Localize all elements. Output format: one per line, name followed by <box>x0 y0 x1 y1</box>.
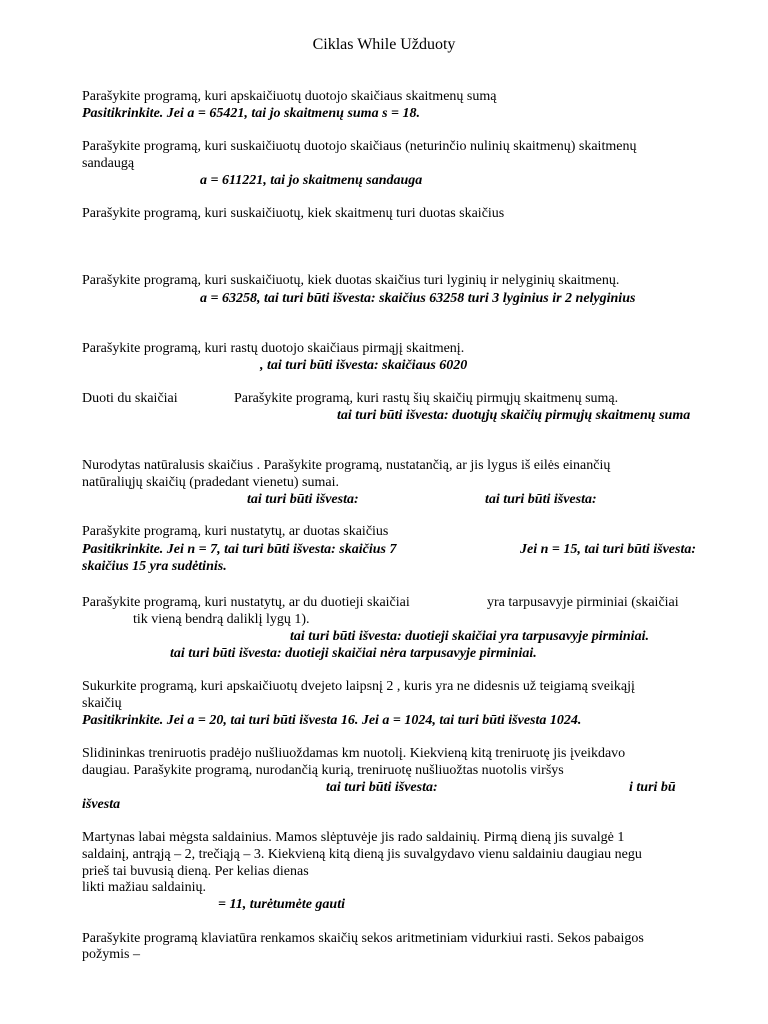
task-4-text: Parašykite programą, kuri suskaičiuotų, kiek duotas skaičius turi lyginių ir nelyginių skaitmenų. <box>82 273 620 288</box>
task-12-example: = 11, turėtumėte gauti <box>218 897 345 912</box>
task-10-text: Sukurkite programą, kuri apskaičiuotų dvejeto laipsnį 2 , kuris yra ne didesnis už teigiamą sveikąjį <box>82 679 635 694</box>
task-7-example-b: tai turi būti išvesta: <box>485 492 597 507</box>
page-title: Ciklas While Užduoty <box>312 36 456 53</box>
task-11-example-b: i turi bū <box>629 780 676 795</box>
task-9-text-b: yra tarpusavyje pirminiai (skaičiai <box>487 595 679 610</box>
task-9-example-a: tai turi būti išvesta: duotieji skaičiai yra tarpusavyje pirminiai. <box>290 629 649 644</box>
task-13-text-cont: požymis – <box>82 947 140 962</box>
task-8-text: Parašykite programą, kuri nustatytų, ar duotas skaičius <box>82 524 389 539</box>
task-8-example-c: skaičius 15 yra sudėtinis. <box>82 559 227 574</box>
task-8-example-b: Jei n = 15, tai turi būti išvesta: <box>520 542 696 557</box>
task-8-example-a: Pasitikrinkite. Jei n = 7, tai turi būti išvesta: skaičius 7 <box>82 542 397 557</box>
task-1-text: Parašykite programą, kuri apskaičiuotų duotojo skaičiaus skaitmenų sumą <box>82 89 497 104</box>
task-13-text: Parašykite programą klaviatūra renkamos skaičių sekos aritmetiniam vidurkiui rasti. Sekos pabaigos <box>82 931 644 946</box>
task-2-text-cont: sandaugą <box>82 156 135 171</box>
task-5-text: Parašykite programą, kuri rastų duotojo skaičiaus pirmąjį skaitmenį. <box>82 341 465 356</box>
task-11-text-cont: daugiau. Parašykite programą, nurodančią kurią, treniruotę nušliuožtas nuotolis viršys <box>82 763 564 778</box>
task-11-example-c: išvesta <box>82 797 121 812</box>
task-9-example-b: tai turi būti išvesta: duotieji skaičiai nėra tarpusavyje pirminiai. <box>170 646 537 661</box>
task-12-text-cont: saldainį, antrąją – 2, trečiąją – 3. Kiekvieną kitą dieną jis suvalgydavo vienu saldainiu daugiau negu <box>82 847 642 862</box>
task-6-example: tai turi būti išvesta: duotųjų skaičių pirmųjų skaitmenų suma <box>337 408 691 423</box>
task-7-example-a: tai turi būti išvesta: <box>247 492 359 507</box>
task-1-example: Pasitikrinkite. Jei a = 65421, tai jo skaitmenų suma s = 18. <box>82 106 420 121</box>
task-4-example: a = 63258, tai turi būti išvesta: skaičius 63258 turi 3 lyginius ir 2 nelyginius <box>200 291 636 306</box>
task-10-example: Pasitikrinkite. Jei a = 20, tai turi būti išvesta 16. Jei a = 1024, tai turi būti išvesta 1024. <box>82 713 582 728</box>
task-2-example: a = 611221, tai jo skaitmenų sandauga <box>200 173 423 188</box>
task-7-text: Nurodytas natūralusis skaičius . Parašykite programą, nustatančią, ar jis lygus iš eilės einančių <box>82 458 611 473</box>
task-5-example: , tai turi būti išvesta: skaičiaus 6020 <box>260 358 468 373</box>
task-11-text: Slidininkas treniruotis pradėjo nušliuoždamas km nuotolį. Kiekvieną kitą treniruotę jis įveikdavo <box>82 746 626 761</box>
task-10-text-cont: skaičių <box>82 696 122 711</box>
task-3-text: Parašykite programą, kuri suskaičiuotų, kiek skaitmenų turi duotas skaičius <box>82 206 505 221</box>
task-6-intro: Duoti du skaičiai <box>82 391 178 406</box>
task-12-text: Martynas labai mėgsta saldainius. Mamos slėptuvėje jis rado saldainių. Pirmą dieną jis suvalgė 1 <box>82 830 625 845</box>
task-6-text: Parašykite programą, kuri rastų šių skaičių pirmųjų skaitmenų sumą. <box>234 391 619 406</box>
task-9-text-cont: tik vieną bendrą daliklį lygų 1). <box>133 612 310 627</box>
task-7-text-cont: natūraliųjų skaičių (pradedant vienetu) sumai. <box>82 475 339 490</box>
task-12-text-cont3: likti mažiau saldainių. <box>82 880 207 895</box>
task-12-text-cont2: prieš tai buvusią dieną. Per kelias dienas <box>82 864 309 879</box>
task-2-text: Parašykite programą, kuri suskaičiuotų duotojo skaičiaus (neturinčio nulinių skaitmenų) skaitmenų <box>82 139 637 154</box>
task-9-text: Parašykite programą, kuri nustatytų, ar du duotieji skaičiai <box>82 595 410 610</box>
task-11-example-a: tai turi būti išvesta: <box>326 780 438 795</box>
